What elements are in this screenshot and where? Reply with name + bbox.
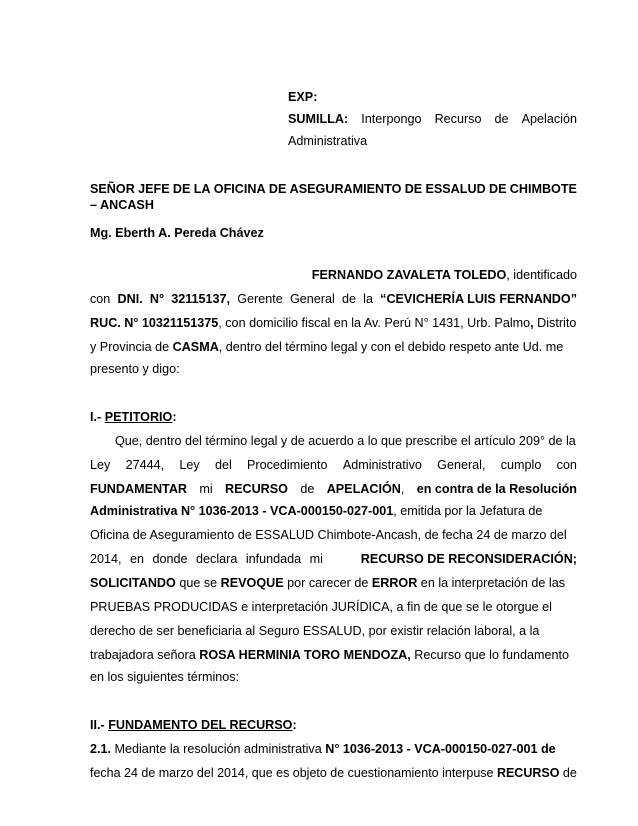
fundamento-heading: II.- FUNDAMENTO DEL RECURSO: [90, 718, 297, 732]
addressee-line-2: – ANCASH [90, 198, 154, 212]
petitorio-line-1: Que, dentro del término legal y de acuerdo a lo que prescribe el artículo 209° de la [115, 434, 576, 448]
intro-line-1: FERNANDO ZAVALETA TOLEDO, identificado [311, 268, 577, 282]
intro-line-3: RUC. N° 10321151375, con domicilio fiscal en la Av. Perú N° 1431, Urb. Palmo, Distrito [90, 316, 577, 330]
petitorio-line-8: PRUEBAS PRODUCIDAS e interpretación JURÍDICA, a fin de que se le otorgue el [90, 600, 552, 614]
petitorio-line-11: en los siguientes términos: [90, 670, 240, 684]
intro-line-5: presento y digo: [90, 362, 180, 376]
petitorio-line-3: FUNDAMENTAR mi RECURSO de APELACIÓN, en contra de la Resolución [90, 482, 577, 496]
fundamento-line-1: 2.1. Mediante la resolución administrativa N° 1036-2013 - VCA-000150-027-001 de [90, 742, 556, 756]
sumilla-line-2: Administrativa [288, 134, 368, 148]
sumilla-line: SUMILLA: Interpongo Recurso de Apelación [288, 112, 577, 126]
addressee-line-1: SEÑOR JEFE DE LA OFICINA DE ASEGURAMIENTO DE ESSALUD DE CHIMBOTE [90, 182, 577, 196]
fundamento-line-2: fecha 24 de marzo del 2014, que es objeto de cuestionamiento interpuse RECURSO de [90, 766, 577, 780]
petitorio-line-5: Oficina de Aseguramiento de ESSALUD Chimbote-Ancash, de fecha 24 de marzo del [90, 528, 567, 542]
petitorio-line-6: 2014, en donde declara infundada mi RECURSO DE RECONSIDERACIÓN; [90, 552, 577, 566]
intro-line-4: y Provincia de CASMA, dentro del término legal y con el debido respeto ante Ud. me [90, 340, 564, 354]
petitorio-line-4: Administrativa N° 1036-2013 - VCA-000150-027-001, emitida por la Jefatura de [90, 504, 543, 518]
addressee-name: Mg. Eberth A. Pereda Chávez [90, 226, 264, 240]
petitorio-line-2: Ley 27444, Ley del Procedimiento Administrativo General, cumplo con [90, 458, 577, 472]
expediente-label: EXP: [288, 90, 318, 104]
petitorio-heading: I.- PETITORIO: [90, 410, 177, 424]
sumilla-label: SUMILLA: [288, 112, 349, 126]
petitorio-line-10: trabajadora señora ROSA HERMINIA TORO MENDOZA, Recurso que lo fundamento [90, 648, 569, 662]
petitorio-line-7: SOLICITANDO que se REVOQUE por carecer de ERROR en la interpretación de las [90, 576, 566, 590]
petitorio-line-9: derecho de ser beneficiaria al Seguro ESSALUD, por existir relación laboral, a la [90, 624, 540, 638]
intro-line-2: con DNI. N° 32115137, Gerente General de la “CEVICHERÍA LUIS FERNANDO” [90, 292, 577, 306]
